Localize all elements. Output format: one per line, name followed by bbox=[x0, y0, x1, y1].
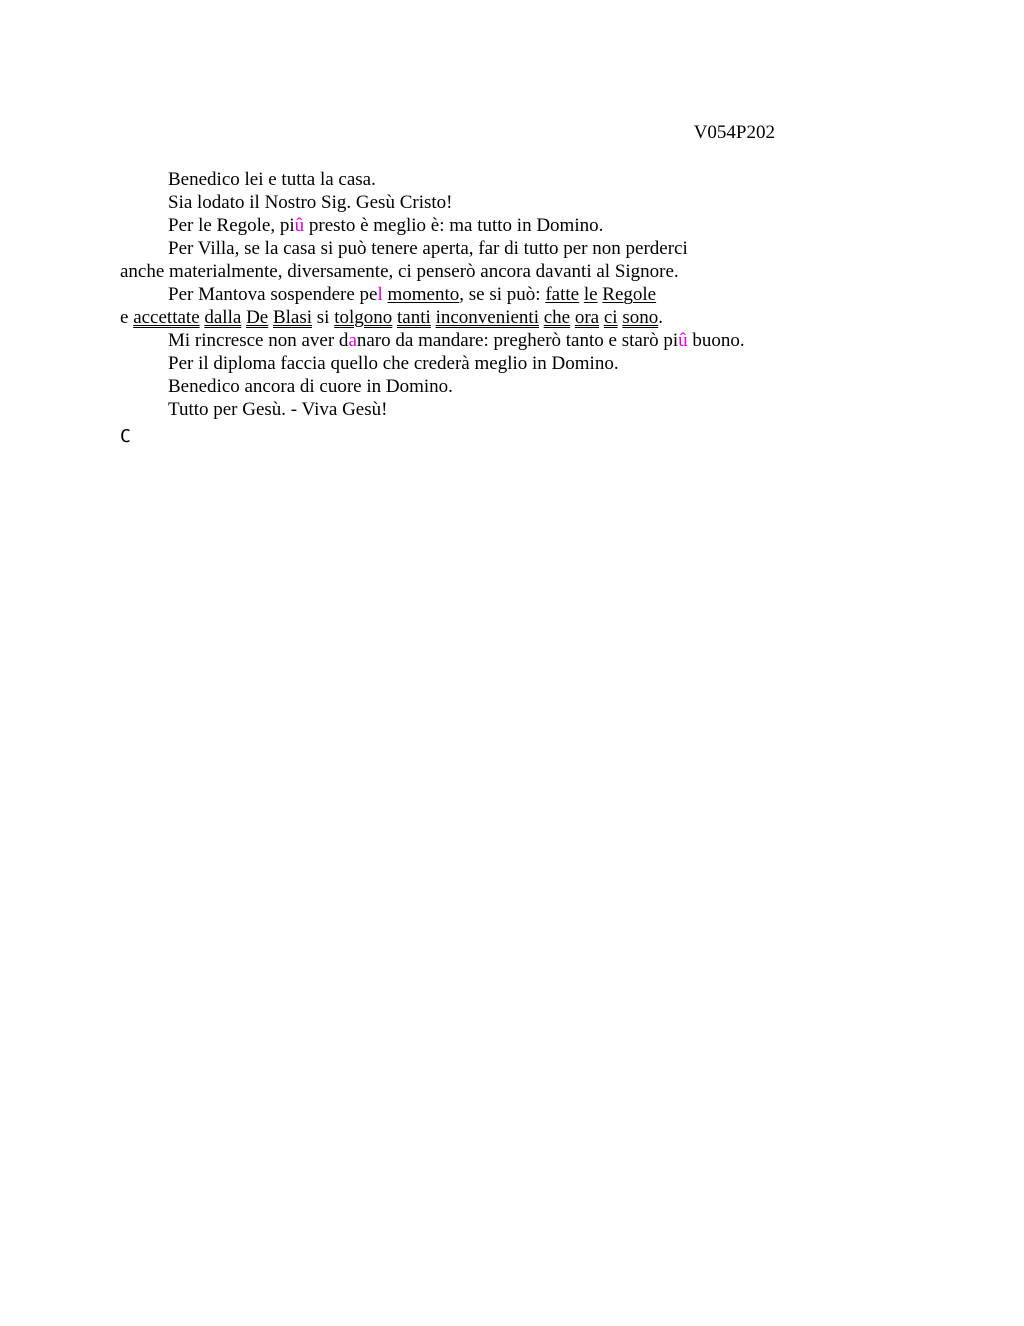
underlined-word: Regole bbox=[602, 284, 657, 305]
paragraph-closing: Tutto per Gesù. - Viva Gesù! bbox=[168, 399, 388, 420]
double-underlined-word: sono bbox=[622, 307, 659, 328]
paragraph-praise: Sia lodato il Nostro Sig. Gesù Cristo! bbox=[168, 192, 453, 213]
signature-mark: C bbox=[120, 426, 131, 447]
double-underlined-word: accettate bbox=[133, 307, 200, 328]
double-underlined-word: ci bbox=[603, 307, 618, 328]
text-segment: buono. bbox=[687, 330, 745, 351]
underlined-word: le bbox=[583, 284, 598, 305]
underlined-word: fatte bbox=[545, 284, 580, 305]
double-underlined-word: tanti bbox=[397, 307, 431, 328]
double-underlined-word: dalla bbox=[204, 307, 242, 328]
double-underlined-word: tolgono bbox=[334, 307, 393, 328]
paragraph-regole bbox=[120, 214, 790, 237]
paragraph-villa-line-2: anche materialmente, diversamente, ci penserò ancora davanti al Signore. bbox=[120, 261, 679, 282]
paragraph-blessing: Benedico lei e tutta la casa. bbox=[168, 169, 376, 190]
paragraph-diploma: Per il diploma faccia quello che crederà meglio in Domino. bbox=[168, 353, 619, 374]
double-underlined-word: che bbox=[543, 307, 571, 328]
text-segment: presto è meglio è: ma tutto in Domino. bbox=[304, 215, 604, 236]
paragraph-mantova-line-1 bbox=[120, 283, 790, 306]
paragraph-villa-line-1: Per Villa, se la casa si può tenere aperta, far di tutto per non perderci bbox=[168, 238, 688, 259]
highlighted-char: l bbox=[377, 284, 383, 305]
text-segment: , se si può: bbox=[459, 284, 546, 305]
double-underlined-word: inconvenienti bbox=[435, 307, 539, 328]
text-segment: . bbox=[658, 307, 663, 328]
text-segment: e bbox=[120, 307, 134, 328]
paragraph-danaro bbox=[120, 329, 790, 352]
paragraph-mantova-line-2 bbox=[120, 306, 790, 329]
text-segment: si bbox=[316, 307, 330, 328]
highlighted-char: û bbox=[678, 330, 688, 351]
highlighted-char: û bbox=[294, 215, 305, 236]
double-underlined-word: ora bbox=[574, 307, 600, 328]
page-reference: V054P202 bbox=[693, 122, 775, 143]
text-segment: Mi rincresce non aver d bbox=[168, 330, 349, 351]
letter-body bbox=[120, 168, 790, 421]
highlighted-char: a bbox=[348, 330, 357, 351]
paragraph-benedico-ancora: Benedico ancora di cuore in Domino. bbox=[168, 376, 453, 397]
underlined-word: momento bbox=[387, 284, 460, 305]
text-segment: naro da mandare: pregherò tanto e starò pi bbox=[356, 330, 679, 351]
double-underlined-word: Blasi bbox=[272, 307, 313, 328]
text-segment: Per Mantova sospendere pe bbox=[168, 284, 378, 305]
text-segment: Per le Regole, pi bbox=[168, 215, 295, 236]
double-underlined-word: De bbox=[246, 307, 269, 328]
